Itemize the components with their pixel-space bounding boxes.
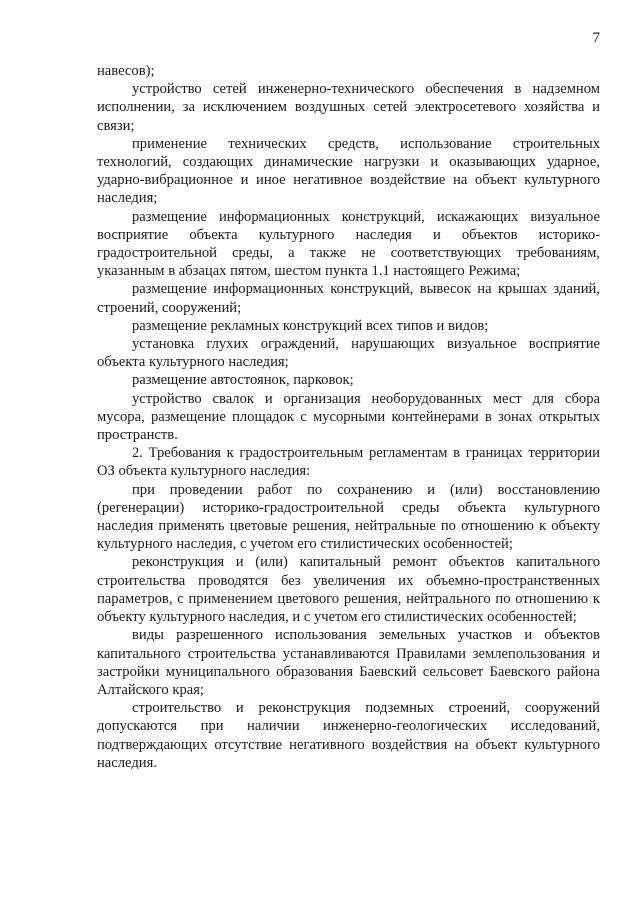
paragraph: строительство и реконструкция подземных строений, сооружений допускаются при наличии инженерно-геологических исследований, подтверждающих отсутствие негативного воздействия на объект культурного наследия. [97, 700, 600, 771]
paragraph: реконструкция и (или) капитальный ремонт объектов капитального строительства проводятся без увеличения их объемно-пространственных параметров, с применением цветового решения, нейтрального по отношению к объекту культурного наследия, и с учетом его стилистических особенностей; [97, 554, 600, 626]
paragraph: навесов); [97, 63, 155, 79]
section-heading: 2. Требования к градостроительным регламентам в границах территории ОЗ объекта культурного наследия: [97, 445, 600, 480]
page-number: 7 [592, 30, 600, 46]
paragraph: размещение информационных конструкций, вывесок на крышах зданий, строений, сооружений; [97, 281, 600, 316]
paragraph: устройство свалок и организация необорудованных мест для сбора мусора, размещение площадок с мусорными контейнерами в зонах открытых пространств. [97, 390, 600, 444]
paragraph: установка глухих ограждений, нарушающих визуальное восприятие объекта культурного наследия; [97, 336, 600, 371]
document-body [97, 62, 600, 772]
paragraph: размещение автостоянок, парковок; [132, 372, 354, 389]
paragraph: при проведении работ по сохранению и (или) восстановлению (регенерации) историко-градостроительной среды объекта культурного наследия применять цветовые решения, нейтральные по отношению к объекту культурного наследия, с учетом его стилистических особенностей; [97, 481, 600, 553]
paragraph: применение технических средств, использование строительных технологий, создающих динамические нагрузки и оказывающих ударное, ударно-вибрационное и иное негативное воздействие на объект культурного наследия; [97, 135, 600, 207]
paragraph: виды разрешенного использования земельных участков и объектов капитального строительства устанавливаются Правилами землепользования и застройки муниципального образования Баевский сельсовет Баевского района Алтайского края; [97, 627, 600, 698]
paragraph: устройство сетей инженерно-технического обеспечения в надземном исполнении, за исключением воздушных сетей электросетевого хозяйства и связи; [97, 81, 600, 134]
paragraph: размещение рекламных конструкций всех типов и видов; [132, 317, 489, 334]
paragraph: размещение информационных конструкций, искажающих визуальное восприятие объекта культурного наследия и объектов историко-градостроительной среды, а также не соответствующих требованиям, указанным в абзацах пятом, шестом пункта 1.1 настоящего Режима; [97, 208, 600, 280]
